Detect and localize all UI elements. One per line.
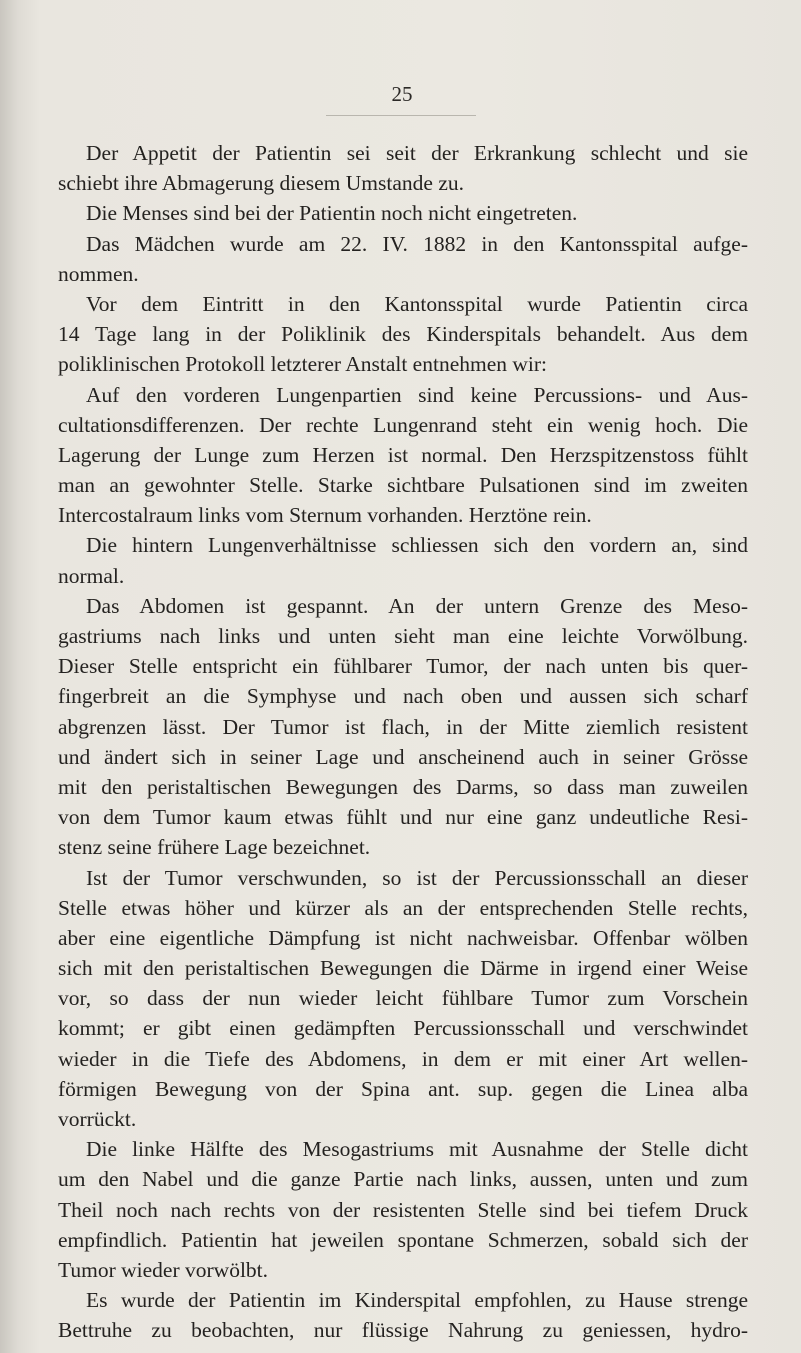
text-line: man an gewohnter Stelle. Starke sichtbare Pulsationen sind im zweiten	[58, 473, 748, 498]
text-line: Der Appetit der Patientin sei seit der Erkrankung schlecht und sie	[86, 141, 748, 165]
text-line: vorrückt.	[58, 1107, 137, 1131]
text-line: normal.	[58, 563, 125, 588]
text-line: Die linke Hälfte des Mesogastriums mit Ausnahme der Stelle dicht	[86, 1137, 748, 1162]
text-line: Es wurde der Patientin im Kinderspital empfohlen, zu Hause strenge	[86, 1288, 748, 1313]
text-line: Das Mädchen wurde am 22. IV. 1882 in den Kantonsspital aufge-	[86, 231, 748, 256]
page-number: 25	[391, 82, 413, 106]
text-line: poliklinischen Protokoll letzterer Anstalt entnehmen wir:	[58, 352, 548, 377]
text-line: Theil noch nach rechts von der resistenten Stelle sind bei tiefem Druck	[58, 1197, 748, 1222]
text-line: Bettruhe zu beobachten, nur flüssige Nahrung zu geniessen, hydro-	[58, 1318, 748, 1343]
text-line: vor, so dass der nun wieder leicht fühlbare Tumor zum Vorschein	[58, 986, 748, 1011]
text-line: Die Menses sind bei der Patientin noch nicht eingetreten.	[86, 201, 578, 226]
text-line: Vor dem Eintritt in den Kantonsspital wurde Patientin circa	[86, 291, 748, 316]
text-line: Stelle etwas höher und kürzer als an der entsprechenden Stelle rechts,	[58, 895, 748, 920]
text-line: abgrenzen lässt. Der Tumor ist flach, in der Mitte ziemlich resistent	[58, 714, 748, 739]
text-line: und ändert sich in seiner Lage und anscheinend auch in seiner Grösse	[58, 744, 748, 769]
text-line: um den Nabel und die ganze Partie nach links, aussen, unten und zum	[58, 1167, 748, 1192]
header-rule	[326, 115, 476, 116]
text-line: von dem Tumor kaum etwas fühlt und nur eine ganz undeutliche Resi-	[58, 805, 748, 830]
text-line: stenz seine frühere Lage bezeichnet.	[58, 835, 371, 860]
text-line: Intercostalraum links vom Sternum vorhanden. Herztöne rein.	[58, 503, 592, 528]
text-line: mit den peristaltischen Bewegungen des Darms, so dass man zuweilen	[58, 774, 748, 799]
text-line: sich mit den peristaltischen Bewegungen die Därme in irgend einer Weise	[58, 956, 748, 981]
text-line: cultationsdifferenzen. Der rechte Lungenrand steht ein wenig hoch. Die	[58, 412, 748, 437]
text-line: förmigen Bewegung von der Spina ant. sup. gegen die Linea alba	[58, 1076, 748, 1101]
text-line: fingerbreit an die Symphyse und nach oben und aussen sich scharf	[58, 684, 748, 709]
text-line: empfindlich. Patientin hat jeweilen spontane Schmerzen, sobald sich der	[58, 1227, 748, 1252]
text-line: Das Abdomen ist gespannt. An der untern Grenze des Meso-	[86, 593, 748, 618]
text-line: gastriums nach links und unten sieht man eine leichte Vorwölbung.	[58, 624, 748, 648]
text-line: schiebt ihre Abmagerung diesem Umstande zu.	[58, 171, 465, 196]
text-line: Die hintern Lungenverhältnisse schliessen sich den vordern an, sind	[86, 533, 748, 558]
text-line: Tumor wieder vorwölbt.	[58, 1257, 269, 1282]
text-line: 14 Tage lang in der Poliklinik des Kinderspitals behandelt. Aus dem	[58, 322, 748, 347]
text-line: aber eine eigentliche Dämpfung ist nicht nachweisbar. Offenbar wölben	[58, 925, 748, 950]
body-text	[58, 138, 748, 1346]
text-line: wieder in die Tiefe des Abdomens, in dem er mit einer Art wellen-	[58, 1046, 748, 1071]
text-line: Auf den vorderen Lungenpartien sind keine Percussions- und Aus-	[86, 382, 748, 407]
text-line: Ist der Tumor verschwunden, so ist der Percussionsschall an dieser	[86, 865, 748, 890]
text-line: nommen.	[58, 261, 139, 286]
text-line: kommt; er gibt einen gedämpften Percussionsschall und verschwindet	[58, 1016, 748, 1041]
text-line: Lagerung der Lunge zum Herzen ist normal. Den Herzspitzenstoss fühlt	[58, 442, 748, 467]
text-line: Dieser Stelle entspricht ein fühlbarer Tumor, der nach unten bis quer-	[58, 654, 748, 679]
